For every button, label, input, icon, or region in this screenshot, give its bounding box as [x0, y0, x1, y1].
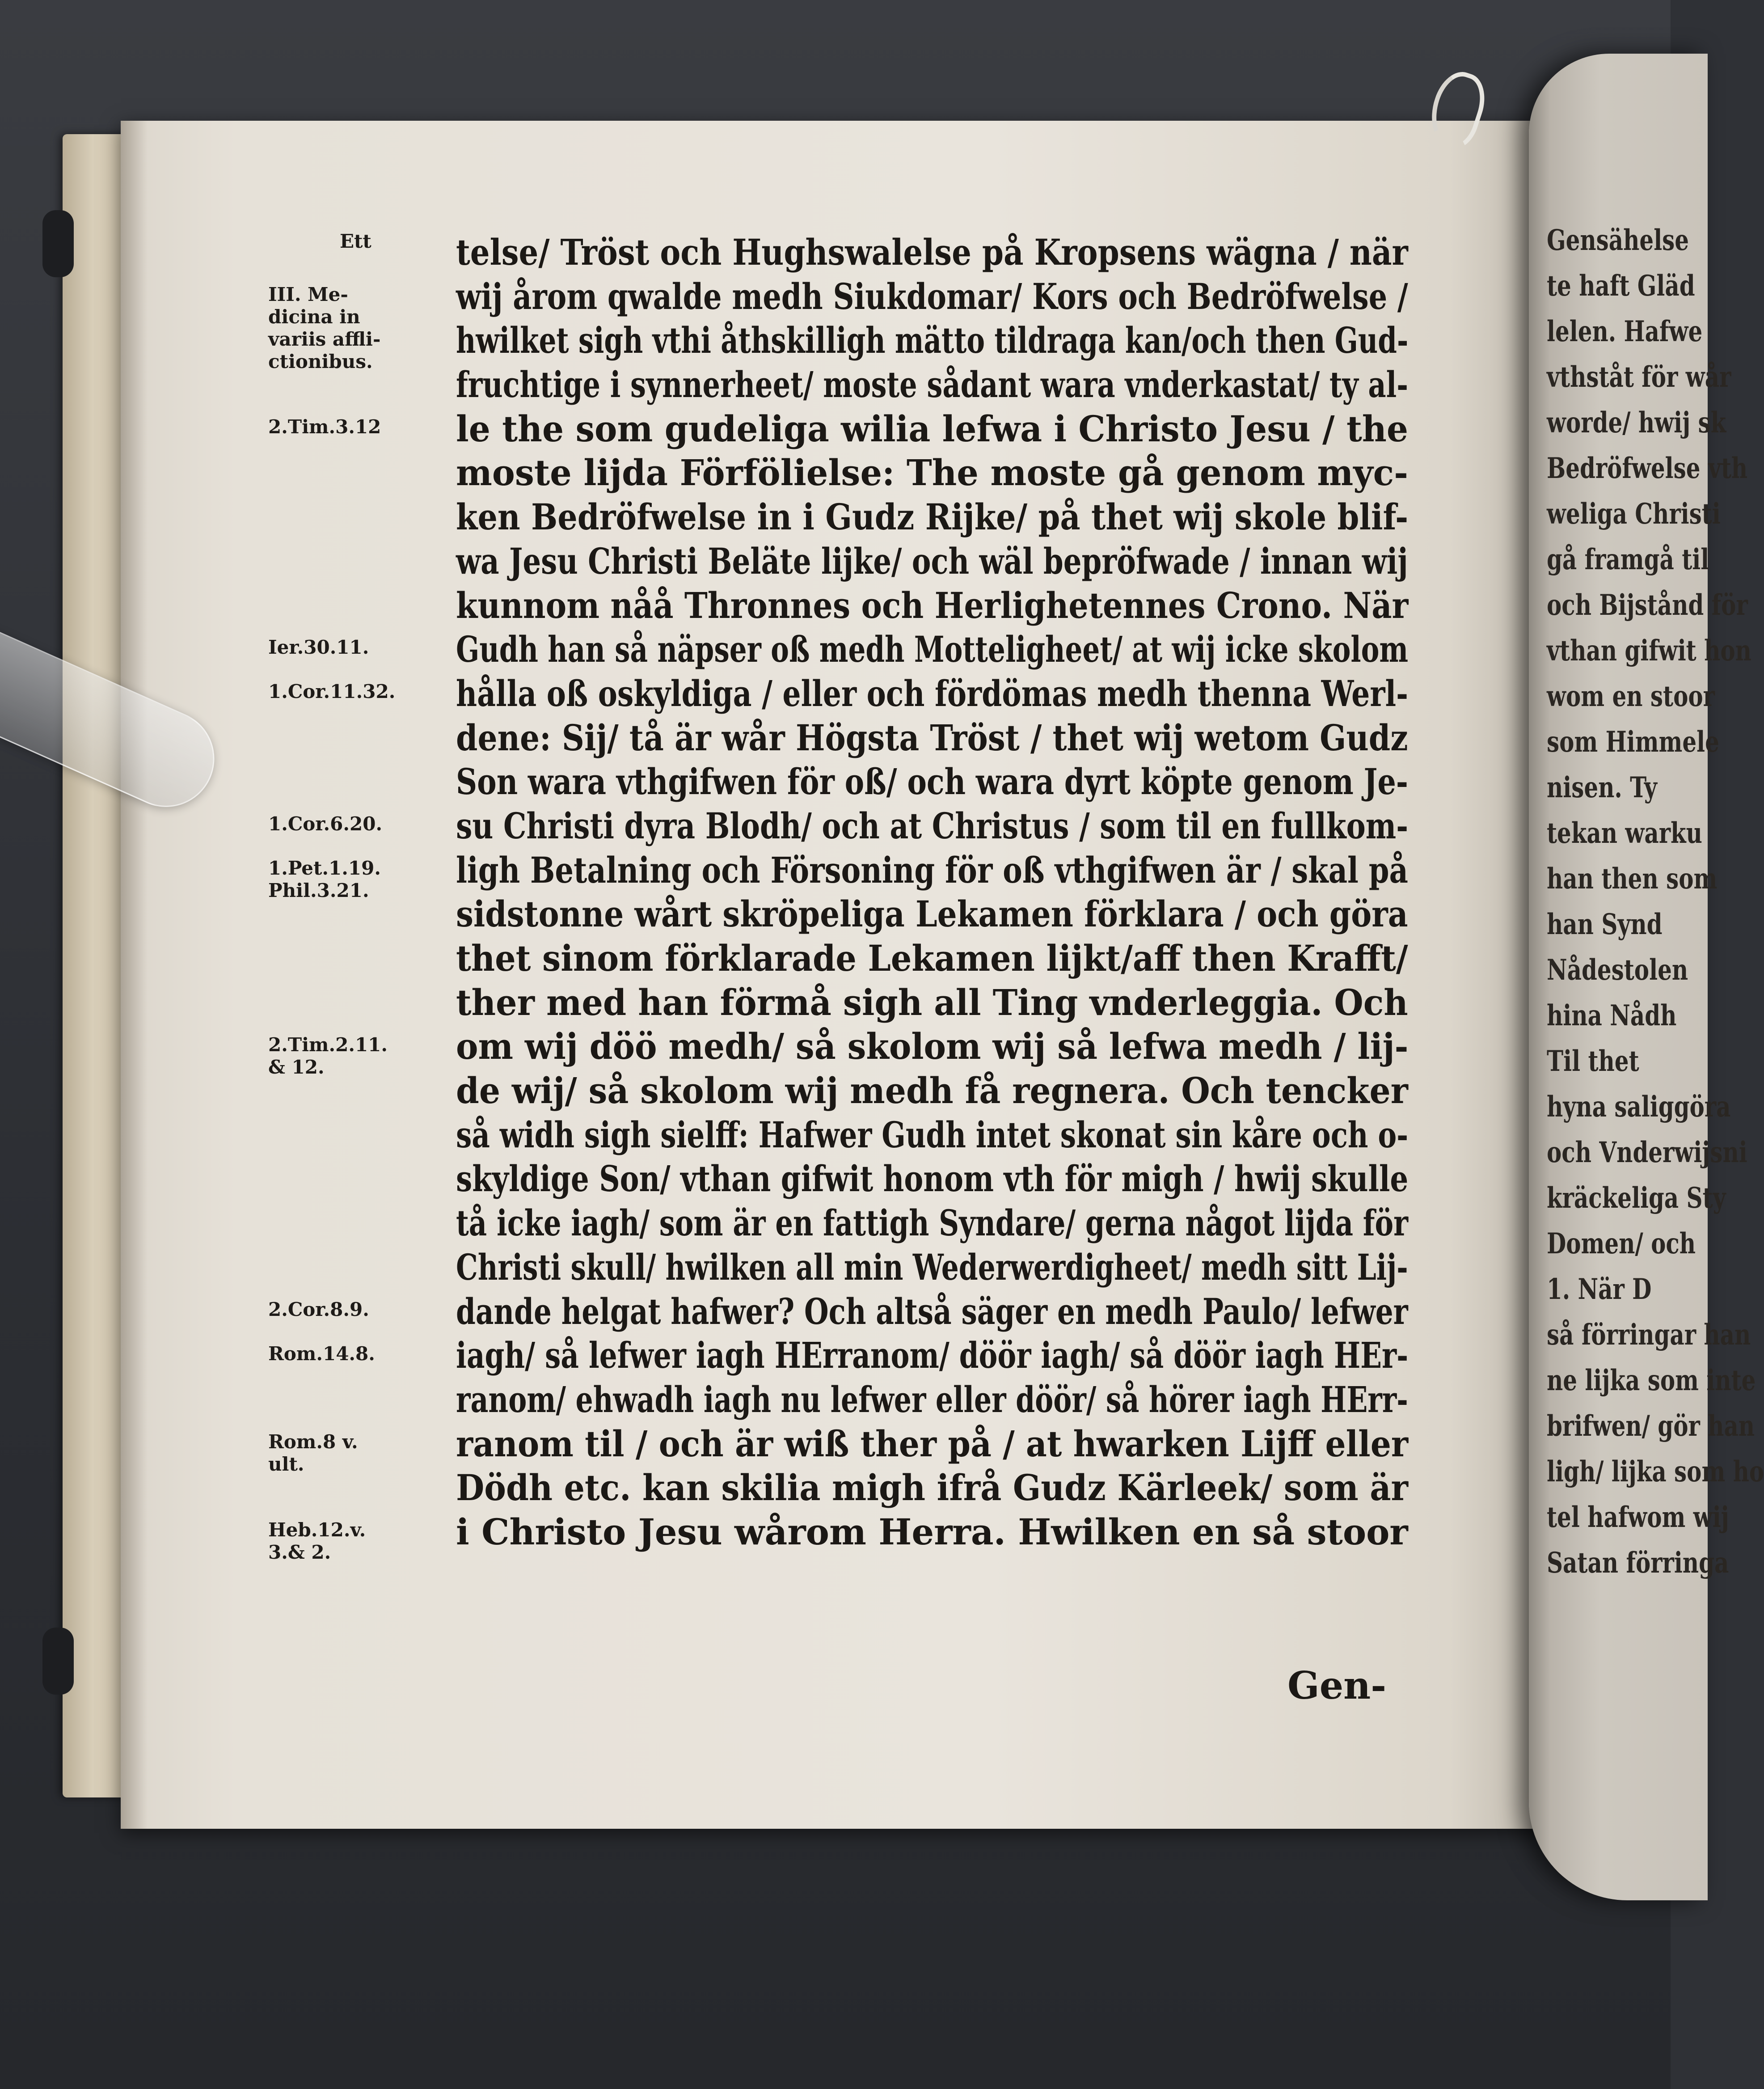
text-line: ken Bedröfwelse in i Gudz Rijke/ på thet wij skole blif- — [456, 496, 1409, 538]
text-line: ther med han förmå sigh all Ting vnderleggia. Och — [456, 981, 1408, 1023]
margin-note: 1.Cor.11.32. — [268, 681, 396, 702]
margin-note: III. Me- dicina in variis affli- ctionibus. — [268, 283, 381, 372]
text-line: Son wara vthgifwen för oß/ och wara dyrt köpte genom Je- — [456, 761, 1409, 803]
facing-text-line: gå framgå til — [1547, 543, 1709, 576]
margin-note: 1.Pet.1.19. Phil.3.21. — [268, 857, 381, 901]
facing-text-line: tekan warku — [1547, 816, 1702, 850]
text-line: tå icke iagh/ som är en fattigh Syndare/ gerna något lijda för — [456, 1202, 1408, 1244]
clamp-bottom — [42, 1628, 74, 1695]
margin-note: Ier.30.11. — [268, 636, 369, 659]
text-line: så widh sigh sielff: Hafwer Gudh intet skonat sin kåre och o- — [456, 1113, 1409, 1156]
text-line: dande helgat hafwer? Och altså säger en medh Paulo/ lefwer — [456, 1290, 1408, 1332]
text-line: skyldige Son/ vthan gifwit honom vth för migh / hwij skulle — [456, 1158, 1409, 1200]
facing-text-line: nisen. Ty — [1547, 771, 1657, 804]
facing-text-line: Satan förringa — [1547, 1546, 1729, 1580]
margin-note: Rom.14.8. — [268, 1342, 375, 1365]
facing-text-line: och Bijstånd för — [1547, 588, 1748, 622]
text-line: su Christi dyra Blodh/ och at Christus / som til en fullkom- — [456, 804, 1409, 847]
text-line: i Christo Jesu wårom Herra. Hwilken en så stoor — [456, 1510, 1408, 1553]
margin-note: 1.Cor.6.20. — [268, 813, 383, 835]
text-line: wij årom qwalde medh Siukdomar/ Kors och Bedröfwelse / — [456, 275, 1408, 317]
catchword: Gen- — [1287, 1663, 1387, 1708]
text-line: iagh/ så lefwer iagh HErranom/ döör iagh/ så döör iagh HEr- — [456, 1334, 1409, 1377]
text-line: Christi skull/ hwilken all min Wederwerdigheet/ medh sitt Lij- — [456, 1246, 1408, 1288]
text-line: thet sinom förklarade Lekamen lijkt/aff then Krafft/ — [456, 937, 1408, 979]
facing-text-line: han then som — [1547, 862, 1718, 896]
gutter-shadow — [121, 121, 148, 1829]
text-line: hwilket sigh vthi åthskilligh mätto tildraga kan/och then Gud- — [456, 319, 1409, 362]
facing-text-line: så förringar han — [1547, 1318, 1751, 1352]
book-cover-edge — [63, 134, 130, 1797]
facing-text-line: Gensähelse — [1547, 224, 1689, 257]
facing-text-line: hyna saliggöra — [1547, 1090, 1731, 1124]
facing-text-line: Bedröfwelse vth — [1547, 452, 1748, 485]
text-line: hålla oß oskyldiga / eller och fördömas medh thenna Werl- — [456, 672, 1408, 715]
facing-text-line: kräckeliga Sty — [1547, 1181, 1726, 1215]
margin-note: 2.Tim.2.11. & 12. — [268, 1033, 388, 1078]
main-text-block — [456, 230, 1408, 1554]
text-line: telse/ Tröst och Hughswalelse på Kropsens wägna / när — [456, 231, 1408, 273]
margin-note: Heb.12.v. 3.& 2. — [268, 1519, 366, 1564]
facing-text-line: Nådestolen — [1547, 953, 1688, 987]
facing-text-line: Til thet — [1547, 1044, 1639, 1078]
facing-text-line: vthståt för wår — [1547, 360, 1731, 394]
facing-text-line: ligh/ lijka som ho — [1547, 1455, 1764, 1489]
text-line: moste lijda Förfölielse: The moste gå genom myc- — [456, 452, 1408, 494]
text-line: de wij/ så skolom wij medh få regnera. Och tencker — [456, 1070, 1408, 1112]
facing-text-line: 1. När D — [1547, 1273, 1652, 1306]
text-line: Gudh han så näpser oß medh Motteligheet/ at wij icke skolom — [456, 628, 1409, 671]
text-line: ligh Betalning och Försoning för oß vthgifwen är / skal på — [456, 849, 1408, 891]
facing-text-line: och Vnderwijsni — [1547, 1136, 1747, 1169]
facing-text-line: weliga Christi — [1547, 497, 1721, 531]
clamp-top — [42, 210, 74, 277]
text-line: kunnom nåå Thronnes och Herlighetennes Crono. När — [456, 584, 1409, 626]
text-line: fruchtige i synnerheet/ moste sådant wara vnderkastat/ ty al- — [456, 364, 1409, 406]
text-line: ranom til / och är wiß ther på / at hwarken Lijff eller — [456, 1422, 1409, 1465]
facing-text-line: te haft Gläd — [1547, 269, 1695, 303]
margin-note: 2.Tim.3.12 — [268, 415, 381, 438]
text-line: om wij döö medh/ så skolom wij så lefwa medh / lij- — [456, 1025, 1409, 1068]
facing-text-line: worde/ hwij sk — [1547, 406, 1726, 440]
facing-text-line: vthan gifwit hon — [1547, 634, 1751, 668]
text-line: dene: Sij/ tå är wår Högsta Tröst / thet wij wetom Gudz — [456, 716, 1408, 759]
facing-text-line: Domen/ och — [1547, 1227, 1696, 1260]
text-line: sidstonne wårt skröpeliga Lekamen förklara / och göra — [456, 893, 1408, 935]
text-line: Dödh etc. kan skilia migh ifrå Gudz Kärleek/ som är — [456, 1467, 1408, 1509]
text-line: le the som gudeliga wilia lefwa i Christo Jesu / the — [456, 407, 1408, 450]
facing-text-line: wom en stoor — [1547, 680, 1715, 713]
facing-text-line: ne lijka som inte — [1547, 1364, 1756, 1397]
text-line: ranom/ ehwadh iagh nu lefwer eller döör/ så hörer iagh HErr- — [456, 1378, 1408, 1421]
facing-text-line: lelen. Hafwe — [1547, 315, 1703, 348]
facing-text-line: hina Nådh — [1547, 999, 1677, 1032]
margin-note: Rom.8 v. ult. — [268, 1430, 358, 1475]
facing-text-line: tel hafwom wij — [1547, 1501, 1729, 1534]
facing-text-line: som Himmele — [1547, 725, 1719, 759]
running-head: Ett — [340, 230, 371, 252]
text-line: wa Jesu Christi Beläte lijke/ och wäl bepröfwade / innan wij — [456, 540, 1408, 582]
facing-page — [1529, 54, 1764, 1900]
facing-text-line: brifwen/ gör han — [1547, 1409, 1755, 1443]
margin-note: 2.Cor.8.9. — [268, 1298, 369, 1320]
facing-text-line: han Synd — [1547, 908, 1663, 941]
